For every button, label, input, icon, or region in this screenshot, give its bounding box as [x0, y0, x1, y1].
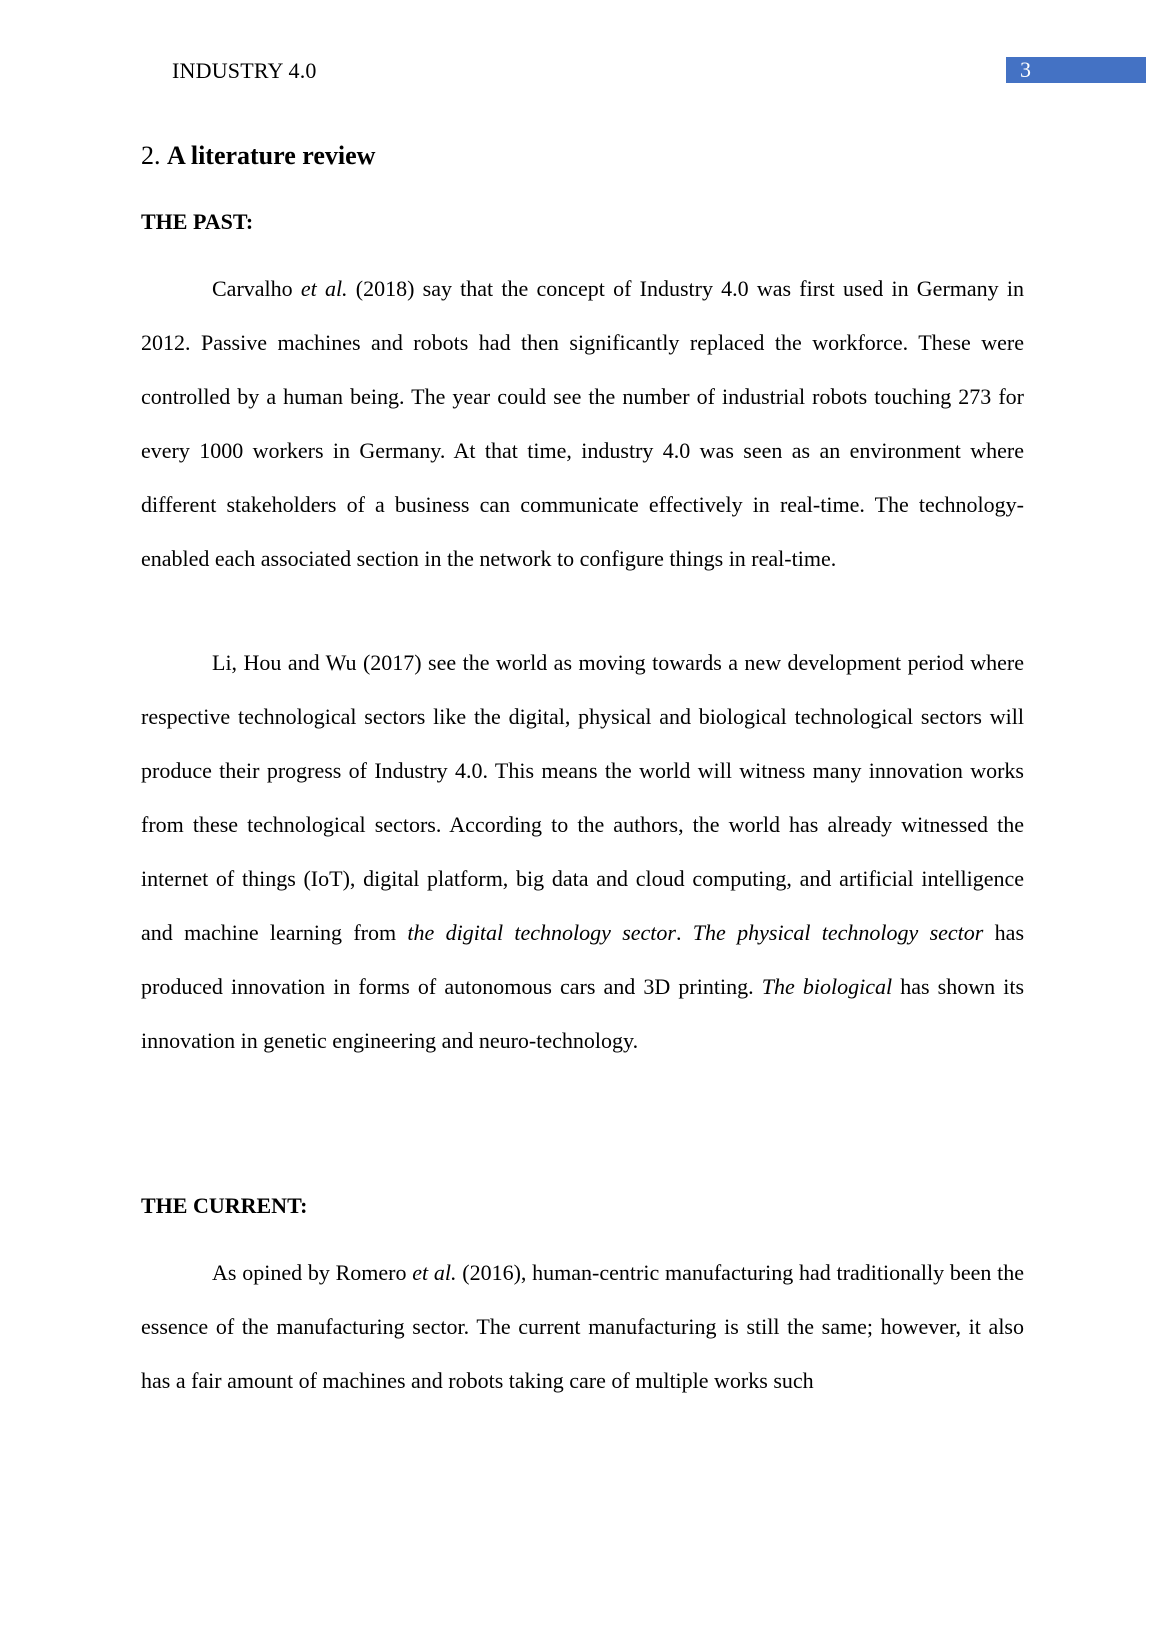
text-run: As opined by Romero	[212, 1260, 413, 1285]
text-run-italic: et al.	[300, 276, 348, 301]
page-number-box	[1006, 57, 1146, 83]
paragraph-past-2	[141, 636, 1024, 1068]
section-number: 2.	[141, 141, 161, 170]
text-run: (2016), human-centric manufacturing had traditionally been the essence of the manufacturing sector. The current manufacturing is still the same; however, it also has a fair amount of machines and robots taking care of multiple works such	[141, 1260, 1024, 1393]
text-run: has shown its innovation in genetic engineering and neuro-technology.	[141, 974, 1025, 1053]
text-run-italic: The physical technology sector	[692, 920, 984, 945]
subheading-past: THE PAST:	[141, 209, 254, 234]
text-run-italic: the digital technology sector	[407, 920, 676, 945]
paragraph-past-1	[141, 262, 1024, 586]
section-title: A literature review	[167, 141, 376, 170]
text-run-italic: et al.	[412, 1260, 457, 1285]
paragraph-current-1	[141, 1246, 1024, 1408]
text-run: (2018) say that the concept of Industry 4.0 was first used in Germany in 2012. Passive machines and robots had then significantly replaced the workforce. These were controlled by a human being. The year could see the number of industrial robots touching 273 for every 1000 workers in Germany. At that time, industry 4.0 was seen as an environment where different stakeholders of a business can communicate effectively in real-time. The technology-enabled each associated section in the network to configure things in real-time.	[141, 276, 1024, 571]
text-run: Carvalho	[212, 276, 301, 301]
section-heading	[141, 140, 375, 172]
subheading-current: THE CURRENT:	[141, 1193, 308, 1218]
page-number: 3	[1020, 57, 1031, 82]
text-run: has produced innovation in forms of autonomous cars and 3D printing.	[141, 920, 1025, 999]
text-run: .	[675, 920, 693, 945]
running-head-title: INDUSTRY 4.0	[172, 58, 317, 83]
text-run-italic: The biological	[761, 974, 893, 999]
text-run: Li, Hou and Wu (2017) see the world as moving towards a new development period where respective technological sectors like the digital, physical and biological technological sectors will produce their progress of Industry 4.0. This means the world will witness many innovation works from these technological sectors. According to the authors, the world has already witnessed the internet of things (IoT), digital platform, big data and cloud computing, and artificial intelligence and machine learning from	[141, 650, 1024, 945]
